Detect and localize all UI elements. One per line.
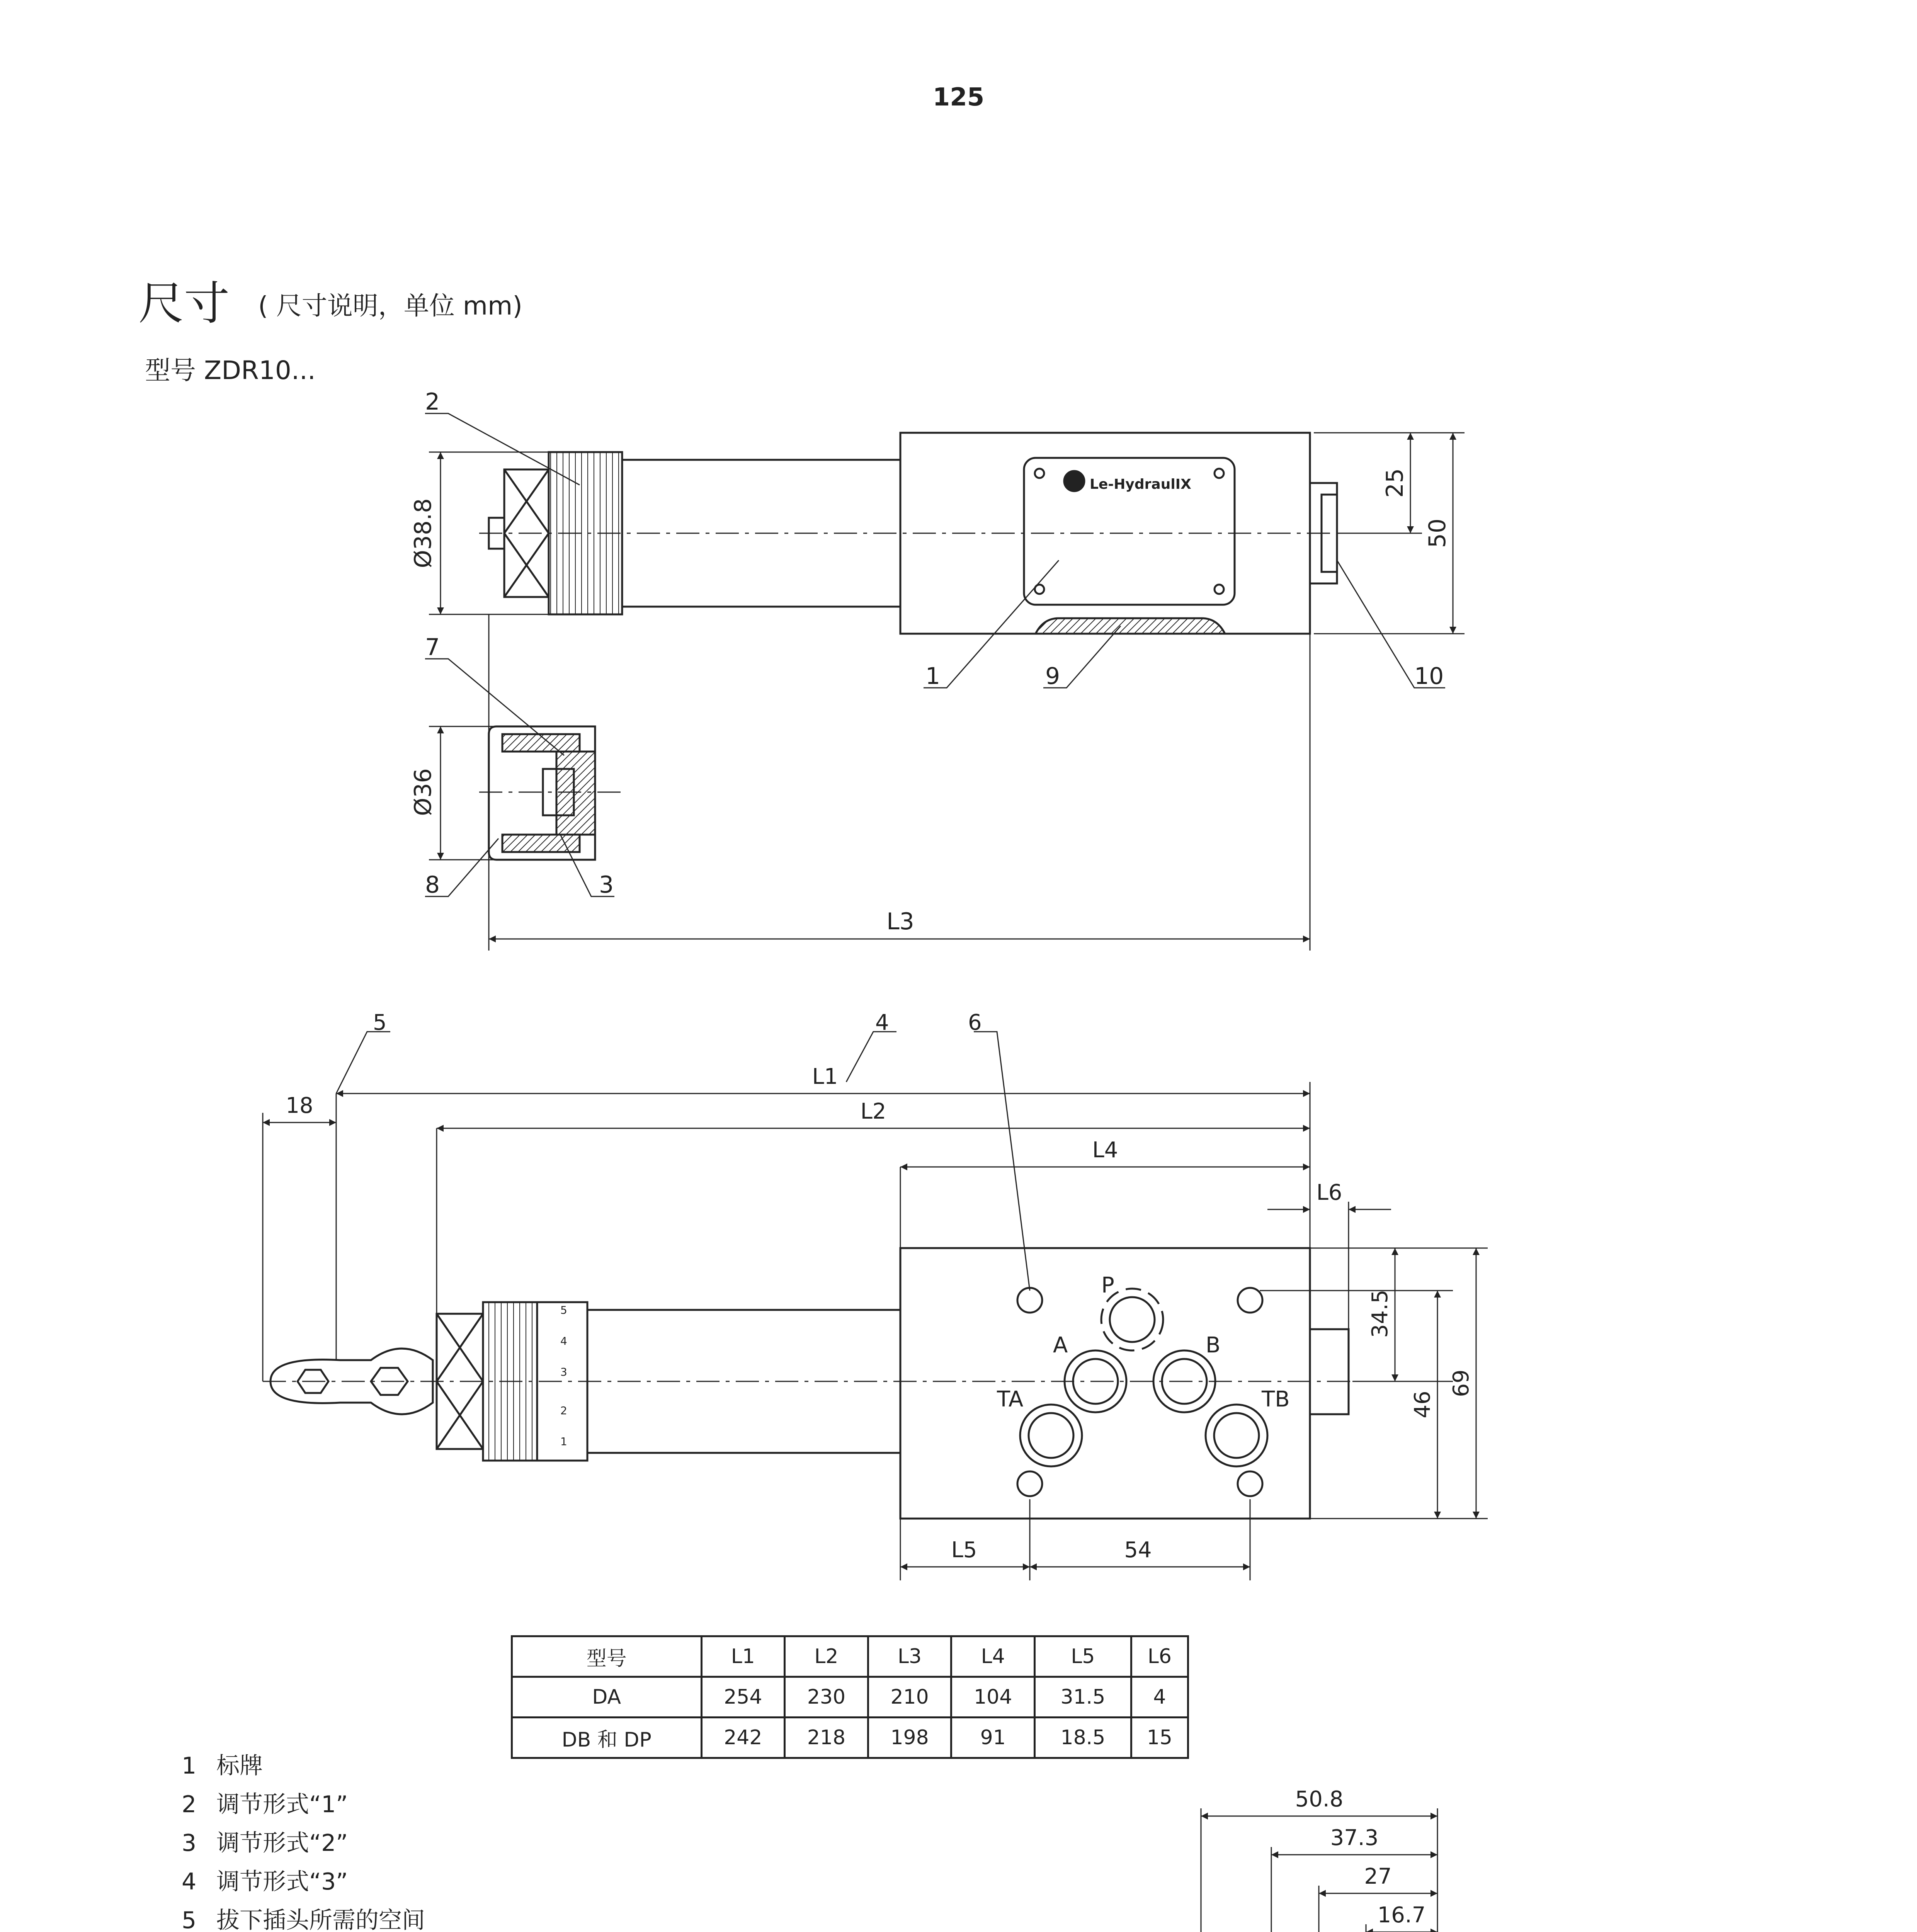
model-label: 型号 ZDR10... [145,355,316,385]
callout-2: 2 [425,388,440,415]
table-cell: 198 [868,1718,951,1758]
legend-item [182,1824,638,1862]
legend-text: 拔下插头所需的空间 [216,1907,425,1932]
table-header: 型号 [512,1636,702,1677]
table-cell: 4 [1131,1677,1188,1718]
section-title: 尺寸 [138,277,230,330]
dim-l2: L2 [860,1099,886,1124]
section-subtitle: ( 尺寸说明，单位 mm) [258,291,523,321]
legend-num: 1 [182,1752,197,1779]
dim-d388: Ø38.8 [410,498,437,568]
gauge-port-side [1310,1329,1349,1414]
port-p: P [1101,1273,1114,1298]
legend-text: 调节形式“2” [216,1830,348,1857]
brand-logo-text: Le-HydraulIX [1090,476,1191,492]
port-b: B [1206,1333,1221,1358]
scale-2: 2 [560,1404,567,1417]
table-header: L6 [1131,1636,1188,1677]
page-number: 125 [932,83,985,112]
table-cell: 15 [1131,1718,1188,1758]
port-a: A [1053,1333,1068,1358]
table-cell: 91 [951,1718,1035,1758]
table-cell: 218 [785,1718,868,1758]
legend-num: 3 [182,1830,197,1857]
table-header: L2 [785,1636,868,1677]
scale-4: 4 [560,1335,567,1347]
table-cell: 254 [701,1677,785,1718]
scale-3: 3 [560,1366,567,1378]
legend-text: 调节形式“1” [216,1791,348,1818]
callout-7: 7 [425,634,440,661]
callout-1: 1 [925,663,941,690]
scale-1: 1 [560,1435,567,1448]
table-header: L4 [951,1636,1035,1677]
port-tb: TB [1262,1387,1290,1412]
callout-9: 9 [1045,663,1060,690]
legend-item [182,1747,638,1785]
dim-46: 46 [1410,1391,1435,1418]
pattern-dim-167: 16.7 [1377,1903,1426,1928]
table-header: L5 [1035,1636,1131,1677]
dim-l3: L3 [886,908,914,935]
dim-18: 18 [286,1093,313,1118]
mounting-pattern-labels [1020,1787,1670,1932]
legend-item [182,1862,638,1901]
dim-69: 69 [1449,1369,1474,1397]
dim-l6: L6 [1316,1180,1342,1205]
table-cell: DA [512,1677,702,1718]
dim-54: 54 [1124,1537,1152,1563]
top-view-drawing [425,413,1465,951]
callout-4: 4 [875,1010,889,1035]
pattern-dim-508: 50.8 [1295,1787,1344,1812]
table-cell: 31.5 [1035,1677,1131,1718]
table-row [512,1677,1188,1718]
legend-item [182,1901,638,1932]
pattern-dim-27: 27 [1364,1864,1392,1889]
table-cell: 210 [868,1677,951,1718]
table-header: L1 [701,1636,785,1677]
scale-5: 5 [560,1304,567,1316]
dim-l5: L5 [951,1537,977,1563]
table-cell: DB 和 DP [512,1718,702,1758]
dim-25: 25 [1381,468,1408,498]
port-ta: TA [997,1387,1024,1412]
callout-6: 6 [968,1010,982,1035]
callout-5: 5 [373,1010,387,1035]
dim-d36: Ø36 [410,768,437,816]
legend-item [182,1785,638,1824]
dim-50: 50 [1424,518,1451,548]
dimension-table [511,1635,1189,1759]
legend-text: 调节形式“3” [216,1868,348,1895]
callout-8: 8 [425,871,440,898]
table-header: L3 [868,1636,951,1677]
dim-l1: L1 [812,1064,838,1089]
table-cell: 242 [701,1718,785,1758]
table-cell: 18.5 [1035,1718,1131,1758]
legend-num: 5 [182,1907,197,1932]
callout-10: 10 [1414,663,1444,690]
callout-3: 3 [599,871,614,898]
parts-legend [182,1747,638,1932]
pattern-dim-373: 37.3 [1330,1825,1379,1850]
dim-345: 34.5 [1368,1289,1393,1338]
table-header-row [512,1636,1188,1677]
table-cell: 104 [951,1677,1035,1718]
legend-num: 2 [182,1791,197,1818]
table-cell: 230 [785,1677,868,1718]
dim-l4: L4 [1092,1138,1118,1163]
legend-text: 标牌 [216,1752,263,1779]
legend-num: 4 [182,1868,197,1895]
